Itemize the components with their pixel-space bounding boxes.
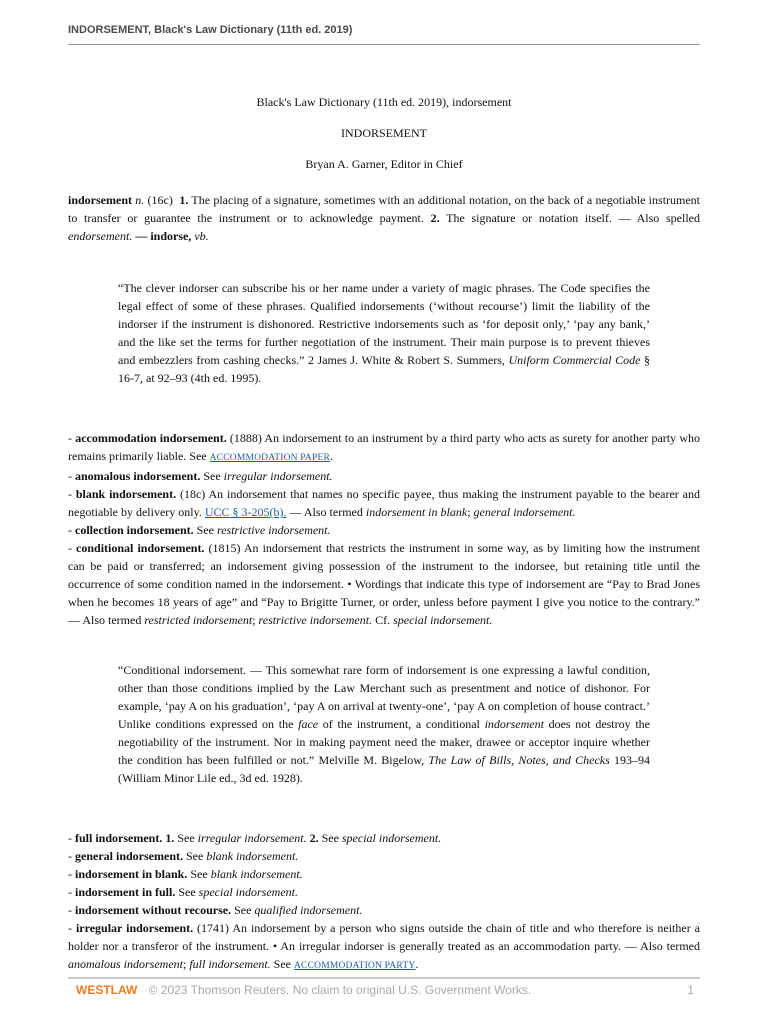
quote-text: of the instrument, a conditional: [318, 717, 485, 731]
part-of-speech: n.: [135, 193, 145, 207]
entry-cross-reference: irregular indorsement.: [223, 469, 333, 483]
entry-tail: .: [415, 957, 419, 971]
quote-source-title: Uniform Commercial Code: [508, 353, 641, 367]
entry-term: indorsement in full.: [75, 885, 176, 899]
quote-citation: § 16-7, at 92–93 (4th ed. 1995).: [118, 353, 650, 385]
sense-number: 2.: [306, 831, 319, 845]
editor-line: Bryan A. Garner, Editor in Chief: [305, 157, 463, 171]
entry-cross-reference: irregular indorsement.: [197, 831, 307, 845]
entry-text: (1888) An indorsement to an instrument by a third party who acts as surety for another party who remains primarily liable. See: [68, 431, 700, 463]
document-body: [68, 93, 700, 975]
entry-blank-indorsement: [68, 485, 700, 521]
entry-see: See: [193, 523, 217, 537]
entry-term: conditional indorsement.: [76, 541, 205, 555]
entry-cross-reference: blank indorsement.: [206, 849, 299, 863]
entry-see: See: [270, 957, 294, 971]
alt-term: restricted indorsement: [144, 613, 253, 627]
sense-2-text: The signature or notation itself. — Also spelled: [446, 211, 700, 225]
verb-pos: vb.: [194, 229, 209, 243]
quote-text: “The clever indorser can subscribe his or her name under a variety of magic phrases. The Code specifies the legal effect of some of these phrases. Qualified indorsements (‘without recourse’) limit the liability of the indorser if the instrument is dishonored. Restrictive indorsements such as ‘for deposit only,’ ‘pay any bank,’ and the like set the terms for further negotiation of the instrument. Their main purpose is to prevent thieves and embezzlers from cashing checks.” 2 James J. White & Robert S. Summers,: [118, 281, 650, 367]
entry-term: indorsement without recourse.: [75, 903, 232, 917]
entry-cross-reference: blank indorsement.: [210, 867, 303, 881]
quote-emphasis: face: [298, 717, 319, 731]
entry-collection-indorsement: [68, 521, 700, 539]
entry-text: (1741) An indorsement by a person who signs outside the chain of title and who therefore is neither a holder nor a transferor of the instrument. • An irregular indorser is generally treated as an accommodation party. — Also termed: [68, 921, 700, 953]
page-footer: [68, 977, 700, 997]
entry-text: (1815) An indorsement that restricts the instrument in some way, as by limiting how the instrument can be paid or transferred; an indorsement giving possession of the instrument to the indorsee, but retaining title until the occurrence of some condition named in the indorsement. • Wordings that indicate this type of indorsement are “Pay to Brad Jones when he becomes 18 years of age” and “Pay to Brigitte Turner, or order, unless before payment I give you notice to the contrary.” — Also termed: [68, 541, 700, 627]
copyright-notice: © 2023 Thomson Reuters. No claim to original U.S. Government Works.: [148, 983, 532, 997]
alt-term: indorsement in blank: [365, 505, 468, 519]
alt-term: general indorsement.: [473, 505, 576, 519]
sense-number: 1.: [162, 831, 175, 845]
entry-term: general indorsement.: [75, 849, 183, 863]
entry-cross-reference: special indorsement.: [198, 885, 298, 899]
date-origin: (16c): [147, 193, 173, 207]
entry-term: full indorsement.: [75, 831, 163, 845]
entry-term: indorsement in blank.: [75, 867, 188, 881]
block-quote-white-summers: [118, 279, 650, 387]
alt-term: restrictive indorsement.: [258, 613, 373, 627]
entry-separator: ;: [183, 957, 190, 971]
entry-full-indorsement: [68, 829, 700, 847]
entry-term: accommodation indorsement.: [75, 431, 227, 445]
entry-dash: -: [68, 921, 76, 935]
entry-term: blank indorsement.: [75, 487, 177, 501]
westlaw-logo: WESTLAW: [76, 983, 138, 997]
accommodation-party-link[interactable]: ACCOMMODATION PARTY: [294, 961, 416, 971]
entry-dash: -: [68, 849, 75, 863]
entry-cf: Cf.: [372, 613, 394, 627]
entry-term: irregular indorsement.: [75, 921, 194, 935]
entry-see: See: [187, 867, 211, 881]
accommodation-paper-link[interactable]: ACCOMMODATION PAPER: [209, 453, 330, 463]
entry-see: See: [200, 469, 224, 483]
entry-indorsement-without-recourse: [68, 901, 700, 919]
alt-term: full indorsement.: [189, 957, 271, 971]
headword: indorsement: [68, 193, 132, 207]
entry-see: See: [182, 849, 207, 863]
verb-form: — indorse,: [135, 229, 192, 243]
page-number: 1: [687, 983, 694, 997]
quote-emphasis: indorsement: [484, 717, 544, 731]
entry-indorsement-in-full: [68, 883, 700, 901]
entry-see: See: [175, 885, 199, 899]
quote-citation: 193–94 (William Minor Lile ed., 3d ed. 1928).: [118, 753, 651, 785]
entry-general-indorsement: [68, 847, 700, 865]
sense-2-number: 2.: [430, 211, 440, 225]
sense-1-text: The placing of a signature, sometimes with an additional notation, on the back of a negotiable instrument to transfer or guarantee the instrument or to acknowledge payment.: [68, 193, 701, 225]
entry-see: See: [318, 831, 342, 845]
entry-irregular-indorsement: [68, 919, 700, 975]
entry-heading: INDORSEMENT: [341, 126, 427, 140]
entry-cross-reference: restrictive indorsement.: [216, 523, 331, 537]
entry-accommodation-indorsement: [68, 429, 700, 467]
entry-dash: -: [68, 469, 75, 483]
source-line: Black's Law Dictionary (11th ed. 2019), indorsement: [256, 95, 512, 109]
entry-dash: -: [68, 431, 76, 445]
entry-see: See: [174, 831, 198, 845]
block-quote-bigelow: [118, 661, 650, 787]
entry-dash: -: [68, 831, 75, 845]
entry-term: anomalous indorsement.: [75, 469, 201, 483]
entry-indorsement-in-blank: [68, 865, 700, 883]
entry-cross-reference: special indorsement.: [393, 613, 493, 627]
running-header: INDORSEMENT, Black's Law Dictionary (11th ed. 2019): [68, 24, 700, 45]
entry-see: See: [231, 903, 255, 917]
entry-separator: ;: [467, 505, 474, 519]
entry-cross-reference: qualified indorsement.: [254, 903, 363, 917]
entry-separator: ;: [252, 613, 259, 627]
sense-1-number: 1.: [179, 193, 189, 207]
entry-dash: -: [68, 885, 75, 899]
entry-anomalous-indorsement: [68, 467, 700, 485]
ucc-3-205b-link[interactable]: UCC § 3-205(b).: [204, 505, 287, 519]
entry-tail: .: [330, 449, 333, 463]
alt-term: anomalous indorsement: [68, 957, 183, 971]
main-definition: [68, 191, 700, 245]
entry-dash: -: [68, 541, 77, 555]
entry-also-termed: — Also termed: [286, 505, 366, 519]
entry-dash: -: [68, 523, 75, 537]
entry-dash: -: [68, 903, 75, 917]
entry-conditional-indorsement: [68, 539, 700, 629]
quote-text: does not destroy the negotiability of the instrument. Nor in making payment need the maker, drawee or acceptor inquire whether the condition has been fulfilled or not.” Melville M. Bigelow,: [118, 717, 650, 767]
entry-dash: -: [68, 867, 75, 881]
quote-text: “Conditional indorsement. — This somewhat rare form of indorsement is one expressing a lawful condition, other than those conditions implied by the Law Merchant such as presentment and notice of dishonor. For example, ‘pay A on his graduation’, ‘pay A on arrival at twenty-one’, ‘pay A on completion of house contract.’ Unlike conditions expressed on the: [118, 663, 650, 731]
entry-dash: -: [68, 487, 76, 501]
quote-source-title: The Law of Bills, Notes, and Checks: [428, 753, 610, 767]
alt-spelling: endorsement.: [68, 229, 133, 243]
entry-text: (18c) An indorsement that names no specific payee, thus making the instrument payable to the bearer and negotiable by delivery only.: [68, 487, 700, 519]
entry-cross-reference: special indorsement.: [341, 831, 442, 845]
entry-term: collection indorsement.: [75, 523, 194, 537]
